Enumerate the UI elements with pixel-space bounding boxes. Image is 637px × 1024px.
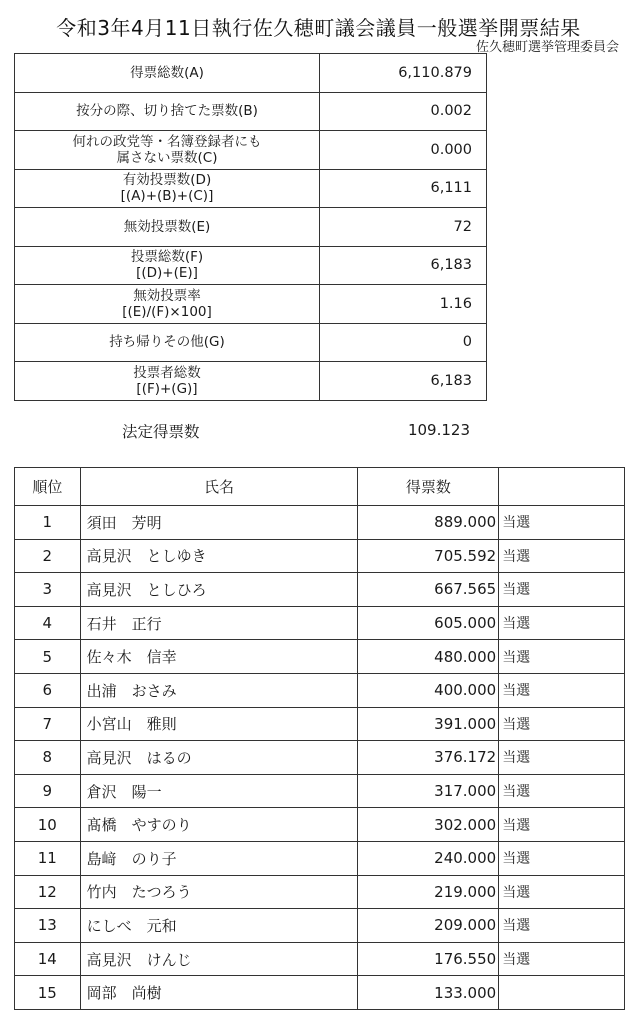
table-row xyxy=(15,841,625,875)
votes-cell: 480.000 xyxy=(358,640,499,674)
name-cell: 倉沢 陽一 xyxy=(80,774,358,808)
summary-label: 何れの政党等・名簿登録者にも 属さない票数(C) xyxy=(15,131,320,170)
table-row xyxy=(15,506,625,540)
rank-cell: 8 xyxy=(15,741,81,775)
votes-cell: 317.000 xyxy=(358,774,499,808)
name-cell: 高見沢 としひろ xyxy=(80,573,358,607)
rank-cell: 1 xyxy=(15,506,81,540)
rank-cell: 5 xyxy=(15,640,81,674)
elected-cell: 当選 xyxy=(499,841,625,875)
table-row xyxy=(15,976,625,1010)
name-cell: 高見沢 はるの xyxy=(80,741,358,775)
name-cell: 高見沢 けんじ xyxy=(80,942,358,976)
summary-row xyxy=(15,362,487,401)
summary-label: 持ち帰りその他(G) xyxy=(15,323,320,362)
elected-cell: 当選 xyxy=(499,909,625,943)
name-cell: 岡部 尚樹 xyxy=(80,976,358,1010)
rank-cell: 3 xyxy=(15,573,81,607)
table-row xyxy=(15,640,625,674)
table-row xyxy=(15,707,625,741)
summary-label: 無効投票率 [(E)/(F)×100] xyxy=(15,285,320,324)
summary-value: 6,183 xyxy=(320,362,487,401)
vote-summary-body xyxy=(15,54,487,401)
rank-cell: 6 xyxy=(15,673,81,707)
votes-cell: 176.550 xyxy=(358,942,499,976)
votes-cell: 705.592 xyxy=(358,539,499,573)
legal-threshold-value: 109.123 xyxy=(407,421,470,439)
summary-value: 6,110.879 xyxy=(320,54,487,93)
table-row xyxy=(15,942,625,976)
name-cell: 竹内 たつろう xyxy=(80,875,358,909)
summary-label: 得票総数(A) xyxy=(15,54,320,93)
rank-cell: 12 xyxy=(15,875,81,909)
summary-row xyxy=(15,285,487,324)
rank-cell: 15 xyxy=(15,976,81,1010)
summary-row xyxy=(15,208,487,247)
summary-label: 投票者総数 [(F)+(G)] xyxy=(15,362,320,401)
rank-cell: 13 xyxy=(15,909,81,943)
summary-row xyxy=(15,54,487,93)
votes-header: 得票数 xyxy=(358,468,499,506)
elected-cell: 当選 xyxy=(499,673,625,707)
votes-cell: 667.565 xyxy=(358,573,499,607)
elected-cell: 当選 xyxy=(499,707,625,741)
votes-cell: 400.000 xyxy=(358,673,499,707)
rank-cell: 2 xyxy=(15,539,81,573)
votes-cell: 209.000 xyxy=(358,909,499,943)
name-cell: 島﨑 のり子 xyxy=(80,841,358,875)
document-title: 令和3年4月11日執行佐久穂町議会議員一般選挙開票結果 xyxy=(56,16,581,40)
results-header-row xyxy=(15,468,625,506)
summary-value: 6,111 xyxy=(320,169,487,208)
table-row xyxy=(15,673,625,707)
elected-cell: 当選 xyxy=(499,606,625,640)
summary-row xyxy=(15,323,487,362)
elected-cell: 当選 xyxy=(499,942,625,976)
elected-cell: 当選 xyxy=(499,539,625,573)
votes-cell: 605.000 xyxy=(358,606,499,640)
rank-cell: 11 xyxy=(15,841,81,875)
table-row xyxy=(15,875,625,909)
summary-value: 1.16 xyxy=(320,285,487,324)
summary-row xyxy=(15,92,487,131)
summary-row xyxy=(15,246,487,285)
votes-cell: 376.172 xyxy=(358,741,499,775)
rank-cell: 14 xyxy=(15,942,81,976)
elected-header xyxy=(499,468,625,506)
name-cell: 高見沢 としゆき xyxy=(80,539,358,573)
rank-cell: 7 xyxy=(15,707,81,741)
summary-value: 72 xyxy=(320,208,487,247)
rank-cell: 9 xyxy=(15,774,81,808)
vote-summary-table xyxy=(14,53,487,401)
name-cell: 出浦 おさみ xyxy=(80,673,358,707)
legal-threshold-label: 法定得票数 xyxy=(122,423,200,441)
table-row xyxy=(15,909,625,943)
elected-cell: 当選 xyxy=(499,808,625,842)
results-table xyxy=(14,467,625,1010)
elected-cell: 当選 xyxy=(499,506,625,540)
name-cell: 石井 正行 xyxy=(80,606,358,640)
summary-label: 按分の際、切り捨てた票数(B) xyxy=(15,92,320,131)
votes-cell: 219.000 xyxy=(358,875,499,909)
elected-cell: 当選 xyxy=(499,875,625,909)
issuer-label: 佐久穂町選挙管理委員会 xyxy=(475,40,619,55)
table-row xyxy=(15,808,625,842)
elected-cell xyxy=(499,976,625,1010)
summary-label: 無効投票数(E) xyxy=(15,208,320,247)
summary-label: 投票総数(F) [(D)+(E)] xyxy=(15,246,320,285)
votes-cell: 240.000 xyxy=(358,841,499,875)
votes-cell: 889.000 xyxy=(358,506,499,540)
name-header: 氏名 xyxy=(80,468,358,506)
table-row xyxy=(15,573,625,607)
votes-cell: 302.000 xyxy=(358,808,499,842)
name-cell: 髙橋 やすのり xyxy=(80,808,358,842)
rank-cell: 10 xyxy=(15,808,81,842)
summary-label: 有効投票数(D) [(A)+(B)+(C)] xyxy=(15,169,320,208)
elected-cell: 当選 xyxy=(499,774,625,808)
elected-cell: 当選 xyxy=(499,640,625,674)
summary-row xyxy=(15,131,487,170)
votes-cell: 391.000 xyxy=(358,707,499,741)
summary-row xyxy=(15,169,487,208)
summary-value: 0.000 xyxy=(320,131,487,170)
name-cell: 須田 芳明 xyxy=(80,506,358,540)
elected-cell: 当選 xyxy=(499,573,625,607)
rank-cell: 4 xyxy=(15,606,81,640)
name-cell: 佐々木 信幸 xyxy=(80,640,358,674)
elected-cell: 当選 xyxy=(499,741,625,775)
summary-value: 0.002 xyxy=(320,92,487,131)
table-row xyxy=(15,774,625,808)
name-cell: にしべ 元和 xyxy=(80,909,358,943)
rank-header: 順位 xyxy=(15,468,81,506)
name-cell: 小宮山 雅則 xyxy=(80,707,358,741)
summary-value: 0 xyxy=(320,323,487,362)
table-row xyxy=(15,606,625,640)
table-row xyxy=(15,741,625,775)
table-row xyxy=(15,539,625,573)
results-body xyxy=(15,506,625,1010)
votes-cell: 133.000 xyxy=(358,976,499,1010)
summary-value: 6,183 xyxy=(320,246,487,285)
